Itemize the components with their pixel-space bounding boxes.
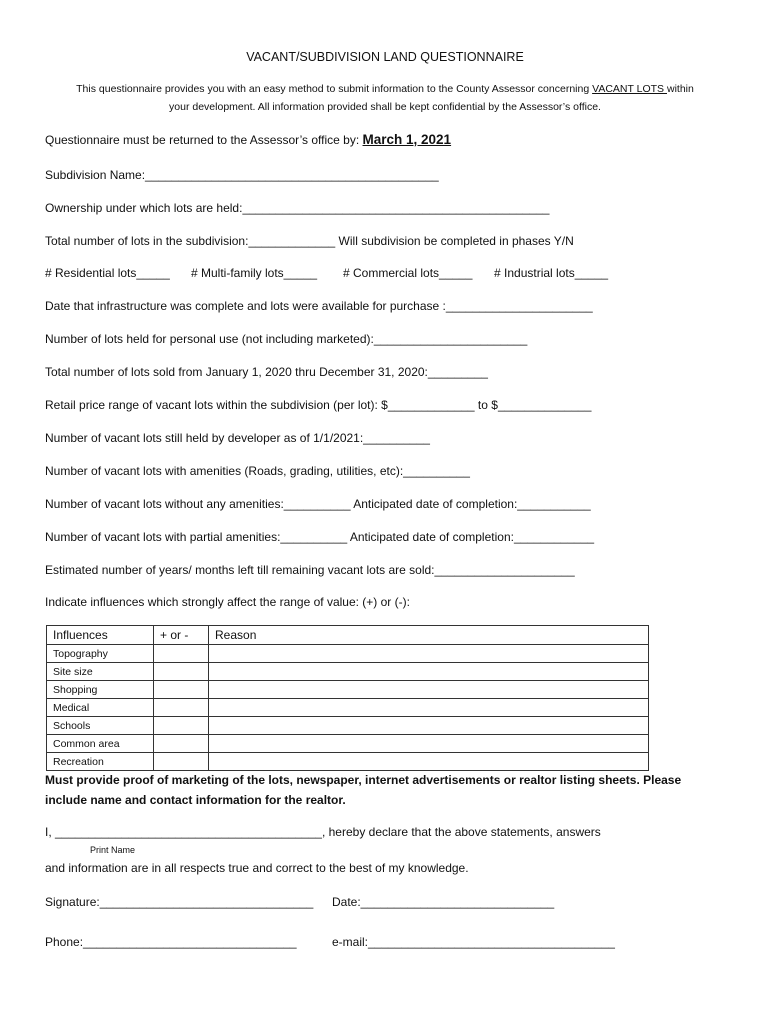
declaration-line-2: and information are in all respects true and correct to the best of my knowledge. (45, 861, 469, 875)
influences-table (46, 625, 649, 771)
reason-cell[interactable] (209, 681, 649, 699)
page-title: VACANT/SUBDIVISION LAND QUESTIONNAIRE (246, 50, 524, 64)
influence-label: Schools (47, 717, 154, 735)
without-amenities-field[interactable]: Number of vacant lots without any amenities:__________ Anticipated date of completion:___________ (45, 497, 591, 511)
plus-minus-cell[interactable] (154, 663, 209, 681)
date-field[interactable]: Date:_____________________________ (332, 895, 555, 909)
intro-text-end: within (666, 83, 694, 95)
reason-cell[interactable] (209, 663, 649, 681)
lots-sold-field[interactable]: Total number of lots sold from January 1, 2020 thru December 31, 2020:_________ (45, 365, 488, 379)
table-row (47, 645, 649, 663)
partial-amenities-field[interactable]: Number of vacant lots with partial amenities:__________ Anticipated date of completion:____________ (45, 530, 595, 544)
intro-text: This questionnaire provides you with an easy method to submit information to the County Assessor concerning (76, 83, 593, 95)
vacant-lots-emphasis: VACANT LOTS (592, 83, 667, 95)
phone-field[interactable]: Phone:________________________________ (45, 935, 297, 949)
plus-minus-cell[interactable] (154, 645, 209, 663)
plus-minus-cell[interactable] (154, 753, 209, 771)
table-row (47, 699, 649, 717)
residential-lots-field[interactable]: # Residential lots_____ (45, 266, 170, 280)
reason-cell[interactable] (209, 699, 649, 717)
table-row (47, 663, 649, 681)
reason-cell[interactable] (209, 645, 649, 663)
years-left-field[interactable]: Estimated number of years/ months left till remaining vacant lots are sold:_____________________ (45, 563, 575, 577)
influence-label: Shopping (47, 681, 154, 699)
proof-notice-line-2: include name and contact information for the realtor. (45, 793, 346, 807)
plus-minus-cell[interactable] (154, 699, 209, 717)
signature-field[interactable]: Signature:________________________________ (45, 895, 314, 909)
declaration-line-1[interactable]: I, ________________________________________, hereby declare that the above statements, answers (45, 825, 601, 839)
header-plus-minus: + or - (154, 626, 209, 645)
header-reason: Reason (209, 626, 649, 645)
deadline-date: March 1, 2021 (362, 132, 452, 147)
reason-cell[interactable] (209, 753, 649, 771)
deadline-label: Questionnaire must be returned to the Assessor’s office by: (45, 133, 363, 147)
table-row (47, 681, 649, 699)
total-lots-field[interactable]: Total number of lots in the subdivision:_____________ Will subdivision be completed in phases Y/N (45, 234, 574, 248)
table-row (47, 753, 649, 771)
price-range-field[interactable]: Retail price range of vacant lots within the subdivision (per lot): $_____________ to $______________ (45, 398, 592, 412)
held-by-developer-field[interactable]: Number of vacant lots still held by developer as of 1/1/2021:__________ (45, 431, 430, 445)
multifamily-lots-field[interactable]: # Multi-family lots_____ (191, 266, 318, 280)
influence-label: Topography (47, 645, 154, 663)
header-influences: Influences (47, 626, 154, 645)
influence-label: Recreation (47, 753, 154, 771)
plus-minus-cell[interactable] (154, 717, 209, 735)
subdivision-name-field[interactable]: Subdivision Name:____________________________________________ (45, 168, 439, 182)
infrastructure-date-field[interactable]: Date that infrastructure was complete and lots were available for purchase :______________________ (45, 299, 593, 313)
reason-cell[interactable] (209, 735, 649, 753)
industrial-lots-field[interactable]: # Industrial lots_____ (494, 266, 609, 280)
intro-line-1 (0, 82, 770, 97)
table-header-row (47, 626, 649, 645)
ownership-field[interactable]: Ownership under which lots are held:______________________________________________ (45, 201, 550, 215)
email-field[interactable]: e-mail:_____________________________________ (332, 935, 615, 949)
influence-label: Site size (47, 663, 154, 681)
intro-line-2: your development. All information provided shall be kept confidential by the Assessor’s office. (169, 101, 601, 113)
with-amenities-field[interactable]: Number of vacant lots with amenities (Roads, grading, utilities, etc):__________ (45, 464, 470, 478)
influence-label: Medical (47, 699, 154, 717)
print-name-caption: Print Name (90, 845, 136, 855)
deadline-line (45, 133, 451, 147)
proof-notice-line-1: Must provide proof of marketing of the lots, newspaper, internet advertisements or realtor listing sheets. Please (45, 773, 682, 787)
commercial-lots-field[interactable]: # Commercial lots_____ (343, 266, 473, 280)
personal-use-field[interactable]: Number of lots held for personal use (not including marketed):_______________________ (45, 332, 528, 346)
influence-label: Common area (47, 735, 154, 753)
reason-cell[interactable] (209, 717, 649, 735)
influences-intro: Indicate influences which strongly affect the range of value: (+) or (-): (45, 595, 410, 609)
table-row (47, 735, 649, 753)
plus-minus-cell[interactable] (154, 681, 209, 699)
plus-minus-cell[interactable] (154, 735, 209, 753)
table-row (47, 717, 649, 735)
